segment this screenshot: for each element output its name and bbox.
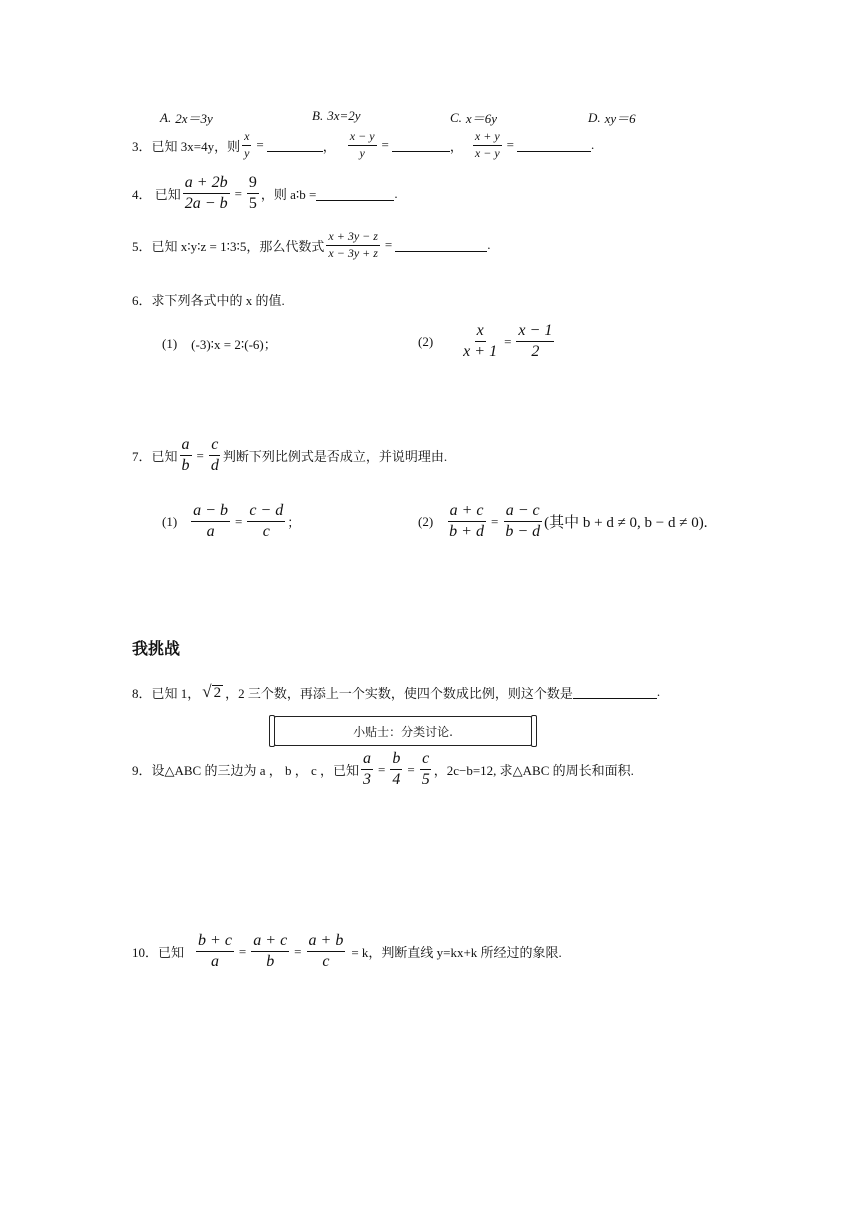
answer-blank[interactable]: [517, 138, 591, 152]
part-label: (2): [418, 513, 434, 529]
denominator: d: [210, 457, 219, 475]
q6-title-text: 6．求下列各式中的 x 的值.: [132, 293, 285, 308]
denominator: x − y: [474, 145, 500, 160]
part-end: ；: [287, 515, 301, 531]
radicand: 2: [213, 685, 222, 702]
numerator: a + b: [307, 932, 346, 952]
period: .: [590, 137, 595, 153]
part-condition: (其中 b + d ≠ 0, b − d ≠ 0).: [544, 515, 708, 532]
q4-fraction-right: [247, 174, 259, 214]
q9-fraction-2: [390, 750, 402, 790]
tip-scroll-box: [274, 716, 532, 746]
numerator: a − b: [191, 502, 230, 522]
question-6-title: [132, 290, 285, 309]
denominator: 2: [531, 343, 540, 361]
numerator: x + 3y − z: [326, 230, 380, 246]
q7-p1-fraction-right: [247, 502, 285, 542]
q7-part-2: (2) $\frac{a + c}{b + d}$ = $\frac{a - c}{b - d}$ (其中 b + d ≠ 0, b − d ≠ 0).: [418, 502, 708, 541]
q9-prefix: 9．设△ABC 的三边为 a ， b ， c ，已知: [132, 763, 360, 779]
numerator: a + c: [448, 502, 486, 522]
equals-sign: =: [381, 137, 389, 153]
numerator: a + c: [251, 932, 289, 952]
numerator: x: [475, 322, 486, 342]
denominator: b: [266, 953, 275, 971]
q7-p1-fraction-left: [191, 502, 230, 542]
denominator: 4: [392, 771, 401, 789]
q6-part-1: [162, 334, 277, 353]
period: .: [394, 185, 398, 201]
denominator: x + 1: [463, 343, 498, 361]
period: .: [487, 237, 491, 253]
option-label: B.: [312, 108, 324, 123]
denominator: b − d: [505, 523, 541, 541]
q4-prefix: 4． 已知: [132, 187, 181, 203]
denominator: x − 3y + z: [328, 245, 378, 260]
option-expr: 2x＝3y: [175, 111, 213, 126]
numerator: b: [390, 750, 402, 770]
q2-option-b: [312, 108, 361, 124]
numerator: 9: [247, 174, 259, 194]
question-4: 4． 已知 $\frac{a + 2b}{2a - b}$ = $\frac{9}{5}$ ，则 a∶b = .: [132, 174, 398, 213]
q10-prefix: 10．已知: [132, 945, 185, 961]
q10-suffix: = k，判断直线 y=kx+k 所经过的象限.: [351, 945, 562, 961]
option-label: C.: [450, 109, 462, 125]
question-10: 10．已知 $\frac{b + c}{a}$ = $\frac{a + c}{b}$ = $\frac{a + b}{c}$ = k，判断直线 y=kx+k 所经过的象限.: [132, 932, 562, 971]
q9-fraction-1: [361, 750, 373, 790]
q9-suffix: ，2c−b=12, 求△ABC 的周长和面积.: [433, 763, 634, 779]
numerator: c: [420, 750, 431, 770]
equals-sign: =: [506, 137, 514, 153]
option-expr: x＝6y: [465, 111, 497, 126]
q7-part-1: (1) $\frac{a - b}{a}$ = $\frac{c - d}{c}$ ；: [162, 502, 301, 541]
q3-fraction-2: [348, 130, 377, 161]
q7-fraction-left: [180, 436, 192, 476]
numerator: a: [180, 436, 192, 456]
numerator: x + y: [473, 130, 502, 146]
q2-option-d: [588, 108, 636, 127]
numerator: x − y: [348, 130, 377, 146]
q6-fraction-right: [516, 322, 554, 362]
q4-middle: ，则 a∶b =: [260, 187, 317, 203]
period: .: [656, 684, 661, 699]
answer-blank[interactable]: [392, 138, 450, 152]
denominator: b: [181, 457, 190, 475]
q2-option-a: [160, 108, 213, 127]
q10-fraction-3: [307, 932, 346, 972]
denominator: b + d: [449, 523, 484, 541]
option-expr: xy＝6: [604, 111, 636, 126]
numerator: x: [242, 130, 251, 146]
answer-blank[interactable]: [267, 138, 323, 152]
q10-fraction-2: [251, 932, 289, 972]
option-expr: 3x=2y: [327, 108, 361, 123]
q7-p2-fraction-left: [447, 502, 486, 542]
sqrt-expression: [202, 682, 223, 702]
tip-text: 小贴士：分类讨论.: [353, 724, 453, 739]
part-label: (1): [162, 513, 178, 529]
q3-fraction-1: [242, 130, 251, 161]
numerator: b + c: [196, 932, 234, 952]
denominator: 5: [248, 195, 257, 213]
part-expression: (-3)∶x = 2∶(-6)；: [191, 337, 277, 352]
denominator: a: [210, 953, 219, 971]
part-label: (1): [162, 335, 178, 351]
separator: ，: [449, 138, 463, 154]
q3-prefix: 3．已知 3x=4y，则: [132, 138, 241, 154]
q7-fraction-right: [209, 436, 221, 476]
q10-fraction-1: [196, 932, 234, 972]
part-label: (2): [418, 333, 434, 349]
numerator: a + 2b: [183, 174, 230, 194]
numerator: c: [209, 436, 220, 456]
q3-fraction-3: [473, 130, 502, 161]
denominator: a: [206, 523, 215, 541]
denominator: 5: [421, 771, 430, 789]
q9-fraction-3: [420, 750, 432, 790]
q7-suffix: 判断下列比例式是否成立，并说明理由.: [222, 449, 448, 465]
answer-blank[interactable]: [395, 238, 487, 252]
denominator: y: [359, 145, 365, 160]
separator: ，: [322, 138, 336, 154]
question-7: 7．已知 $\frac{a}{b}$ = $\frac{c}{d}$ 判断下列比例式是否成立，并说明理由.: [132, 436, 448, 475]
denominator: 3: [363, 771, 372, 789]
denominator: c: [322, 953, 330, 971]
q4-fraction-left: [183, 174, 230, 214]
q6-fraction-left: [461, 322, 499, 362]
equals-sign: =: [256, 137, 264, 153]
radical-icon: √: [202, 682, 212, 701]
option-label: A.: [160, 109, 172, 125]
q7-p2-fraction-right: [503, 502, 542, 542]
numerator: x − 1: [516, 322, 554, 342]
numerator: a − c: [504, 502, 542, 522]
denominator: c: [262, 523, 270, 541]
question-8: [132, 682, 660, 702]
option-label: D.: [588, 109, 601, 125]
denominator: 2a − b: [184, 195, 228, 213]
q7-prefix: 7．已知: [132, 449, 178, 465]
answer-blank[interactable]: [316, 187, 394, 201]
numerator: a: [361, 750, 373, 770]
q8-prefix: 8．已知 1，: [132, 685, 201, 701]
q5-fraction: [326, 230, 380, 261]
q5-prefix: 5．已知 x∶y∶z = 1∶3∶5，那么代数式: [132, 238, 325, 254]
answer-blank[interactable]: [573, 685, 657, 699]
q8-suffix: ，2 三个数，再添上一个实数，使四个数成比例，则这个数是: [225, 685, 573, 701]
numerator: c − d: [247, 502, 285, 522]
question-3: [132, 130, 594, 161]
question-9: 9．设△ABC 的三边为 a ， b ， c ，已知 $\frac{a}{3}$ = $\frac{b}{4}$ = $\frac{c}{5}$ ，2c−b=12, 求△ABC 的周长和面积.: [132, 750, 634, 789]
q6-part-2: (2) $\frac{x}{x + 1}$ = $\frac{x - 1}{2}$: [418, 322, 553, 361]
q2-option-c: [450, 108, 497, 127]
section-heading: 我挑战: [132, 639, 181, 658]
denominator: y: [244, 145, 250, 160]
question-5: 5．已知 x∶y∶z = 1∶3∶5，那么代数式 $\frac{x + 3y - z}{x - 3y + z}$ = .: [132, 229, 491, 260]
